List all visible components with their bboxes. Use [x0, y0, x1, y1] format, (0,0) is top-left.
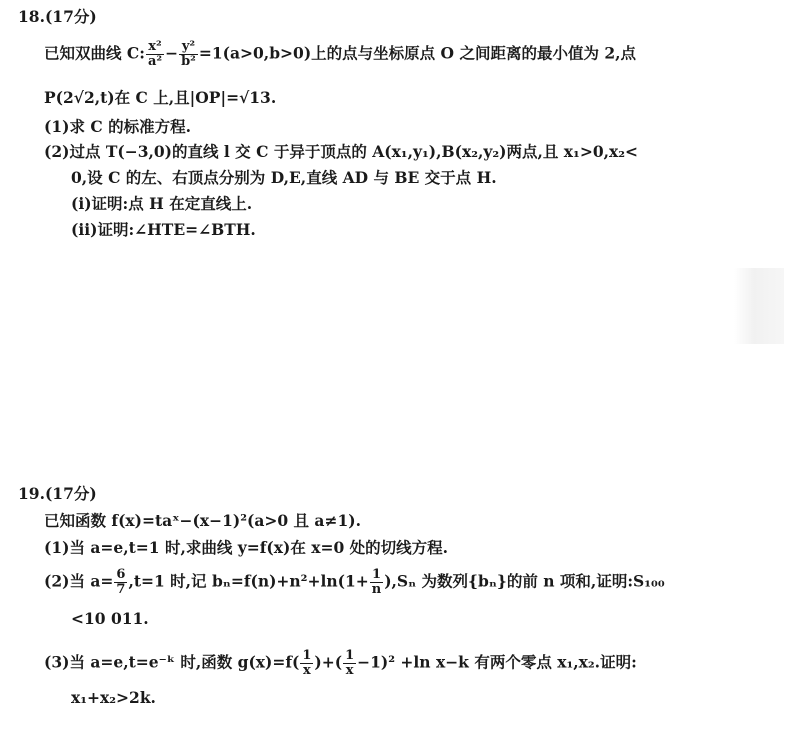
- q19-part2-d: <10 011.: [71, 609, 149, 628]
- scan-smudge: [734, 268, 784, 344]
- q18-part2-b: 0,设 C 的左、右顶点分别为 D,E,直线 AD 与 BE 交于点 H.: [71, 168, 497, 187]
- fraction-1-over-x-b: $\frac{1}{x}$: [345, 648, 355, 678]
- q19-line1: 已知函数 f(x)=taˣ−(x−1)²(a>0 且 a≠1).: [44, 511, 361, 530]
- q19-part3-mid: )+(: [314, 652, 343, 672]
- q18-part2-a: (2)过点 T(−3,0)的直线 l 交 C 于异于顶点的 A(x₁,y₁),B(x₂,y₂)两点,且 x₁>0,x₂<: [44, 142, 639, 161]
- q18-line1: 已知双曲线 C: $\frac{\text{x²}}{\text{a²}}$ − $\frac{\text{y²}}{\text{b²}}$ =1(a>0,b>0)上的点与坐标原点 O 之间距离的最小值为 2,点: [44, 39, 637, 69]
- q19-part3-d: x₁+x₂>2k.: [71, 688, 156, 707]
- fraction-1-over-x-a: $\frac{1}{x}$: [302, 648, 312, 678]
- fraction-6-over-7: $\frac{6}{7}$: [116, 567, 126, 597]
- q19-part2-end: ),Sₙ 为数列{bₙ}的前 n 项和,证明:S₁₀₀: [384, 571, 665, 591]
- fraction-x2-over-a2: $\frac{\text{x²}}{\text{a²}}$: [147, 39, 163, 69]
- q18-part1: (1)求 C 的标准方程.: [44, 117, 191, 136]
- q19-header: 19.(17分): [18, 484, 97, 503]
- q19-part3-start: (3)当 a=e,t=e⁻ᵏ 时,函数 g(x)=f(: [44, 652, 300, 672]
- fraction-1-over-n: $\frac{1}{n}$: [371, 567, 382, 597]
- q19-part3: [44, 649, 637, 678]
- q19-part3-end: −1)² +ln x−k 有两个零点 x₁,x₂.证明:: [357, 652, 637, 672]
- q18-line1-end: =1(a>0,b>0)上的点与坐标原点 O 之间距离的最小值为 2,点: [198, 43, 637, 63]
- q19-part2-start: (2)当 a=: [44, 571, 114, 591]
- q18-line1-start: 已知双曲线 C:: [44, 43, 145, 63]
- q19-part2: [44, 568, 665, 597]
- q18-part2-i: (ⅰ)证明:点 H 在定直线上.: [71, 194, 253, 213]
- q18-part2-ii: (ⅱ)证明:∠HTE=∠BTH.: [71, 220, 256, 239]
- q19-part1: (1)当 a=e,t=1 时,求曲线 y=f(x)在 x=0 处的切线方程.: [44, 538, 449, 557]
- fraction-y2-over-b2: $\frac{\text{y²}}{\text{b²}}$: [181, 39, 196, 69]
- q18-header: 18.(17分): [18, 7, 97, 26]
- q18-line2: P(2√2,t)在 C 上,且|OP|=√13.: [44, 88, 277, 107]
- q19-part2-mid: ,t=1 时,记 bₙ=f(n)+n²+ln(1+: [128, 571, 369, 591]
